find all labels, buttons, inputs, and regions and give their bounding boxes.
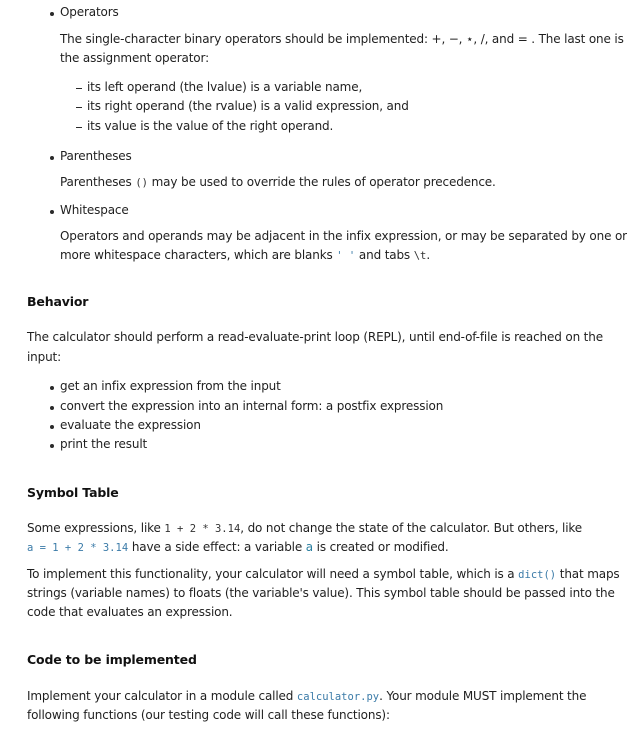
operators-sub-item: its left operand (the lvalue) is a variable name, — [87, 80, 363, 94]
parentheses-title: Parentheses — [60, 149, 132, 163]
symbol-table-p2-line3: code that evaluates an expression. — [27, 605, 233, 619]
dash-icon — [76, 88, 82, 89]
operators-sub-item: its value is the value of the right operand. — [87, 119, 334, 133]
behavior-list-item: evaluate the expression — [60, 418, 201, 432]
bullet-icon — [50, 444, 54, 448]
symbol-table-heading: Symbol Table — [27, 485, 119, 500]
whitespace-title: Whitespace — [60, 203, 129, 217]
bullet-icon — [50, 386, 54, 390]
symbol-table-p2-line2: strings (variable names) to floats (the variable's value). This symbol table should be passed into the — [27, 586, 615, 600]
inline-code: calculator.py — [296, 691, 380, 703]
behavior-list-item: print the result — [60, 437, 148, 451]
bullet-icon — [50, 406, 54, 410]
symbol-table-p1-line1: Some expressions, like 1 + 2 * 3.14, do not change the state of the calculator. But others, like — [27, 521, 583, 535]
inline-code: 1 + 2 * 3.14 — [164, 523, 241, 535]
bullet-icon — [50, 12, 54, 16]
operators-paragraph-line2: the assignment operator: — [60, 51, 209, 65]
bullet-icon — [50, 156, 54, 160]
dash-icon — [76, 107, 82, 108]
whitespace-paragraph-line1: Operators and operands may be adjacent in the infix expression, or may be separated by one or — [60, 229, 627, 243]
symbol-table-p2-line1: To implement this functionality, your calculator will need a symbol table, which is a dict() that maps — [27, 567, 620, 581]
bullet-icon — [50, 425, 54, 429]
dash-icon — [76, 127, 82, 128]
inline-code: dict() — [518, 569, 557, 581]
inline-code: \t — [413, 250, 427, 262]
operator-symbols: +, −, ⋆, /, — [431, 32, 489, 46]
inline-code: a = 1 + 2 * 3.14 — [27, 542, 129, 554]
inline-code: () — [135, 177, 148, 189]
code-impl-heading: Code to be implemented — [27, 652, 197, 667]
variable-name: a — [305, 540, 313, 554]
bullet-icon — [50, 210, 54, 214]
operators-title: Operators — [60, 5, 119, 19]
code-impl-line1: Implement your calculator in a module called calculator.py. Your module MUST implement the — [27, 689, 587, 703]
behavior-heading: Behavior — [27, 294, 89, 309]
behavior-paragraph-line2: input: — [27, 350, 62, 364]
code-impl-line2: following functions (our testing code will call these functions): — [27, 708, 390, 722]
behavior-list-item: convert the expression into an internal form: a postfix expression — [60, 399, 444, 413]
behavior-paragraph-line1: The calculator should perform a read-evaluate-print loop (REPL), until end-of-file is reached on the — [27, 330, 603, 344]
behavior-list-item: get an infix expression from the input — [60, 379, 281, 393]
parentheses-paragraph: Parentheses () may be used to override the rules of operator precedence. — [60, 175, 496, 189]
symbol-table-p1-line2: a = 1 + 2 * 3.14 have a side effect: a variable a is created or modified. — [27, 540, 449, 554]
inline-code: ' ' — [336, 250, 356, 262]
operators-paragraph-line1: The single-character binary operators should be implemented: +, −, ⋆, /, and = . The last one is — [60, 32, 624, 46]
operators-sub-item: its right operand (the rvalue) is a valid expression, and — [87, 99, 409, 113]
whitespace-paragraph-line2: more whitespace characters, which are blanks ' ' and tabs \t. — [60, 248, 431, 262]
